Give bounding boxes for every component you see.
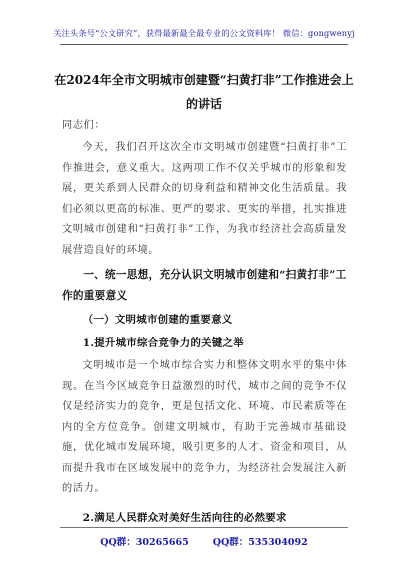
point-heading-2: 2.满足人民群众对美好生活向往的必然要求 <box>82 512 287 524</box>
header-divider <box>60 44 348 45</box>
paragraph-point-1: 文明城市是一个城市综合实力和整体文明水平的集中体现。在当今区域竞争日益激烈的时代，城市之间的竞争不仅仅是经济实力的竞争，更是包括文化、环境、市民素质等在内的全方位竞争。创建文明城市，有助于完善城市基础设施，优化城市发展环境，吸引更多的人才、资金和项目，从而提升我市在区域发展中的竞争力，为经济社会发展注入新的活力。 <box>62 360 347 494</box>
paragraph-intro: 今天，我们召开这次全市文明城市创建暨“扫黄打非”工作推进会，意义重大。这两项工作不仅关乎城市的形象和发展，更关系到人民群众的切身利益和精神文化生活质量。我们必须以更高的标准、更严的要求、更实的举措，扎实推进文明城市创建和“扫黄打非”工作，为我市经济社会高质量发展营造良好的环境。 <box>62 142 347 256</box>
section-heading-1: 一、统一思想，充分认识文明城市创建和“扫黄打非”工作的重要意义 <box>62 269 347 302</box>
subsection-heading-1: （一）文明城市创建的重要意义 <box>82 314 233 326</box>
footer-qq-group-2: QQ群：535304092 <box>212 537 308 548</box>
footer-contacts <box>0 534 408 548</box>
point-heading-1: 1.提升城市综合竞争力的关键之举 <box>82 337 244 349</box>
footer-divider <box>60 527 348 528</box>
document-title: 在2024年全市文明城市创建暨“扫黄打非”工作推进会上的讲话 <box>54 73 354 111</box>
footer-qq-group-1: QQ群：30265665 <box>100 537 189 548</box>
salutation: 同志们： <box>62 120 106 131</box>
header-banner: 关注头条号“公文研究”，获得最新最全最专业的公文资料库！ 微信：gongwenyj <box>53 28 355 38</box>
